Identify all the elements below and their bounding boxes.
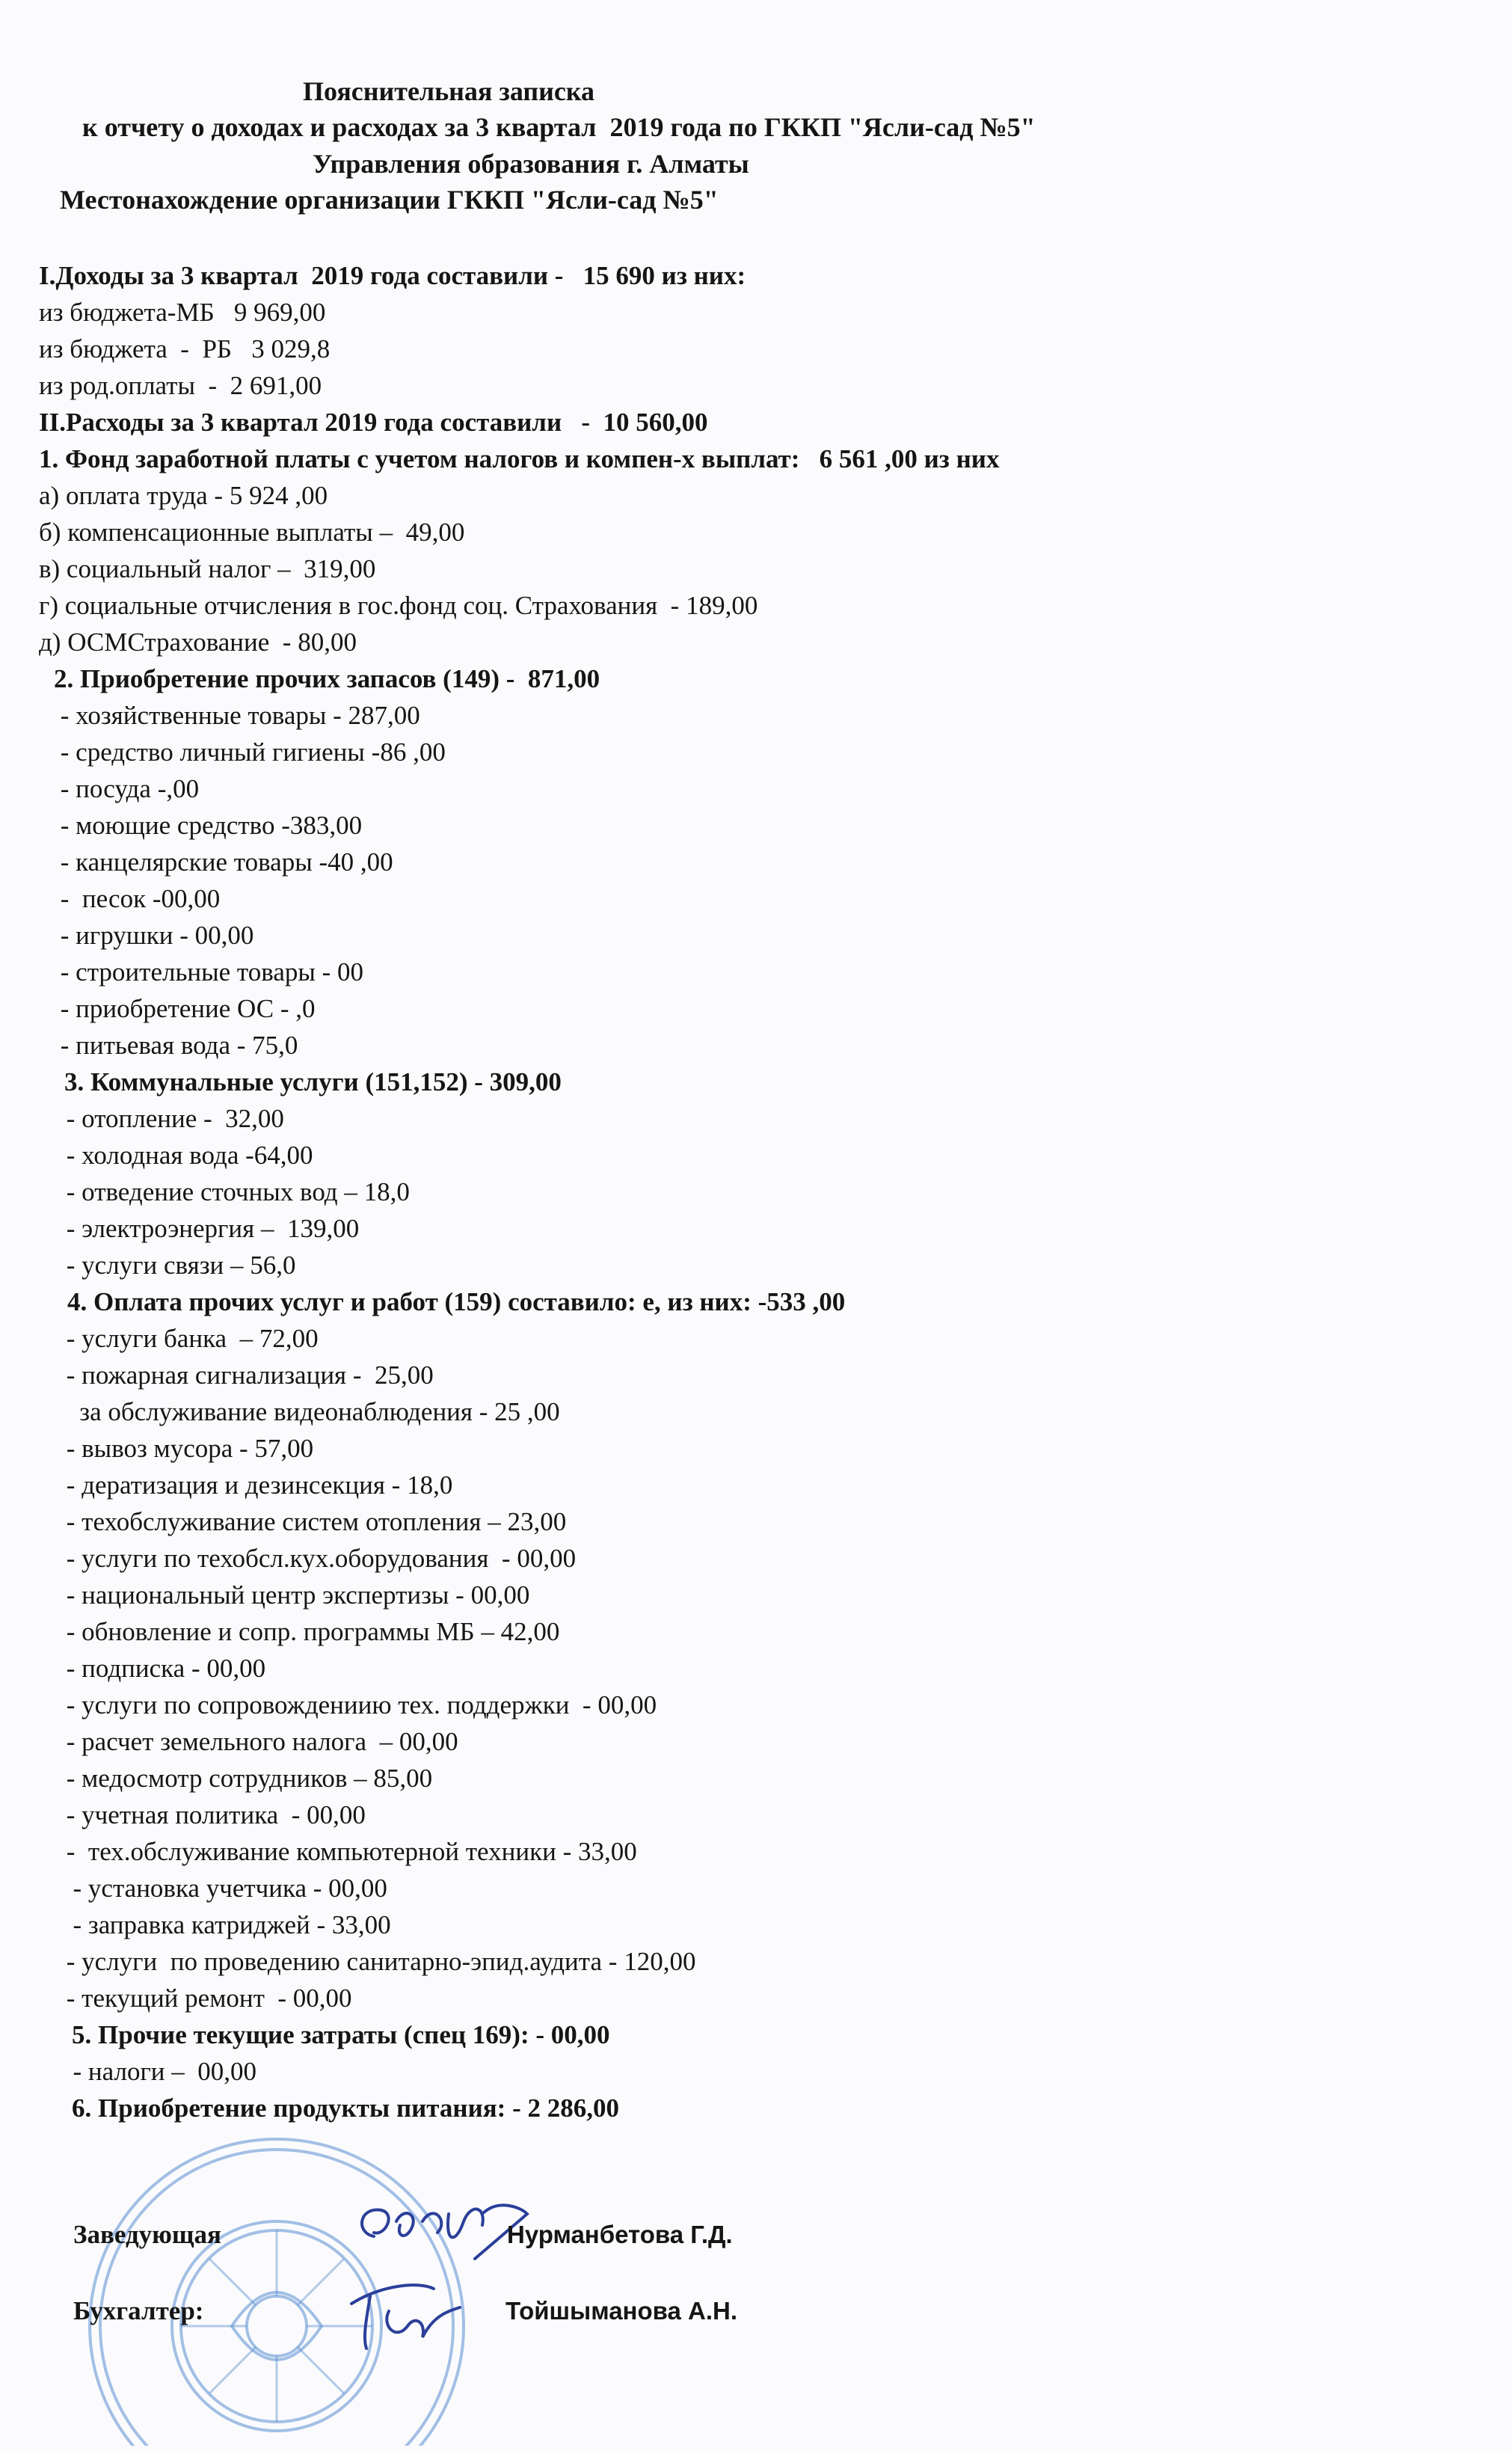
- section-4-item: - техобслуживание систем отопления – 23,00: [60, 1507, 567, 1536]
- section-5-item: - налоги – 00,00: [60, 2057, 257, 2086]
- accountant-name: Тойшыманова А.Н.: [505, 2297, 738, 2325]
- section-2-item: - хозяйственные товары - 287,00: [54, 701, 420, 730]
- section-1-item: д) ОСМСтрахование - 80,00: [39, 628, 357, 657]
- section-6-heading: 6. Приобретение продукты питания: - 2 286,00: [72, 2093, 619, 2123]
- section-4-item: - текущий ремонт - 00,00: [60, 1984, 352, 2013]
- section-4-item: - вывоз мусора - 57,00: [60, 1434, 314, 1463]
- section-4-item: - услуги банка – 72,00: [60, 1324, 319, 1353]
- income-item: из бюджета-МБ 9 969,00: [39, 298, 326, 327]
- section-1-item: г) социальные отчисления в гос.фонд соц. Страхования - 189,00: [39, 591, 758, 620]
- expenses-heading: II.Расходы за 3 квартал 2019 года составили - 10 560,00: [39, 408, 708, 437]
- section-3-item: - электроэнергия – 139,00: [60, 1214, 360, 1243]
- section-2-item: - песок -00,00: [54, 884, 221, 913]
- section-4-item: - установка учетчика - 00,00: [60, 1874, 387, 1903]
- income-item: из род.оплаты - 2 691,00: [39, 371, 322, 400]
- section-4-item: - услуги по проведению санитарно-эпид.аудита - 120,00: [60, 1947, 696, 1976]
- head-name: Нурманбетова Г.Д.: [507, 2221, 733, 2248]
- doc-location: Местонахождение организации ГККП "Ясли-сад №5": [60, 185, 719, 215]
- section-2-item: - игрушки - 00,00: [54, 921, 254, 950]
- section-4-item: - расчет земельного налога – 00,00: [60, 1727, 458, 1756]
- section-2-item: - строительные товары - 00: [54, 957, 364, 987]
- section-3-item: - отопление - 32,00: [60, 1104, 284, 1133]
- section-4-item: за обслуживание видеонаблюдения - 25 ,00: [60, 1397, 560, 1426]
- section-4-item: - медосмотр сотрудников – 85,00: [60, 1764, 433, 1793]
- accountant-title: Бухгалтер:: [73, 2296, 204, 2325]
- section-4-item: - услуги по техобсл.кух.оборудования - 00,00: [60, 1544, 577, 1573]
- section-4-item: - обновление и сопр. программы МБ – 42,00: [60, 1617, 560, 1646]
- accountant-signature-image: [336, 2274, 486, 2356]
- section-3-item: - услуги связи – 56,0: [60, 1251, 296, 1280]
- section-3-item: - холодная вода -64,00: [60, 1141, 313, 1170]
- section-4-item: - подписка - 00,00: [60, 1654, 266, 1683]
- section-1-item: а) оплата труда - 5 924 ,00: [39, 481, 328, 510]
- section-2-item: - канцелярские товары -40 ,00: [54, 847, 393, 877]
- income-item: из бюджета - РБ 3 029,8: [39, 334, 331, 363]
- section-1-item: в) социальный налог – 319,00: [39, 554, 376, 583]
- doc-subtitle: к отчету о доходах и расходах за 3 квартал 2019 года по ГККП "Ясли-сад №5": [82, 112, 1036, 142]
- section-5-heading: 5. Прочие текущие затраты (спец 169): - 00,00: [72, 2020, 610, 2049]
- section-2-item: - посуда -,00: [54, 774, 200, 803]
- section-4-item: - услуги по сопровождениию тех. поддержки - 00,00: [60, 1690, 657, 1720]
- section-1-item: б) компенсационные выплаты – 49,00: [39, 518, 465, 547]
- doc-title: Пояснительная записка: [303, 76, 595, 106]
- section-1-heading: 1. Фонд заработной платы с учетом налогов и компен-х выплат: 6 561 ,00 из них: [39, 444, 1000, 473]
- section-4-item: - дератизация и дезинсекция - 18,0: [60, 1470, 453, 1500]
- section-3-item: - отведение сточных вод – 18,0: [60, 1177, 410, 1206]
- income-heading: I.Доходы за 3 квартал 2019 года составили - 15 690 из них:: [39, 261, 746, 290]
- section-4-item: - пожарная сигнализация - 25,00: [60, 1361, 434, 1390]
- section-4-item: - учетная политика - 00,00: [60, 1800, 366, 1829]
- section-4-item: - заправка катриджей - 33,00: [60, 1910, 391, 1939]
- section-2-item: - приобретение ОС - ,0: [54, 994, 316, 1023]
- section-2-item: - моющие средство -383,00: [54, 811, 363, 840]
- section-3-heading: 3. Коммунальные услуги (151,152) - 309,00: [64, 1067, 562, 1096]
- section-4-heading: 4. Оплата прочих услуг и работ (159) составило: е, из них: -533 ,00: [67, 1287, 846, 1316]
- section-2-item: - средство личный гигиены -86 ,00: [54, 737, 446, 767]
- section-2-item: - питьевая вода - 75,0: [54, 1031, 298, 1060]
- section-4-item: - национальный центр экспертизы - 00,00: [60, 1580, 530, 1610]
- section-4-item: - тех.обслуживание компьютерной техники - 33,00: [60, 1837, 637, 1866]
- head-title: Заведующая: [73, 2220, 221, 2249]
- doc-department: Управления образования г. Алматы: [313, 149, 749, 179]
- section-2-heading: 2. Приобретение прочих запасов (149) - 871,00: [54, 664, 600, 693]
